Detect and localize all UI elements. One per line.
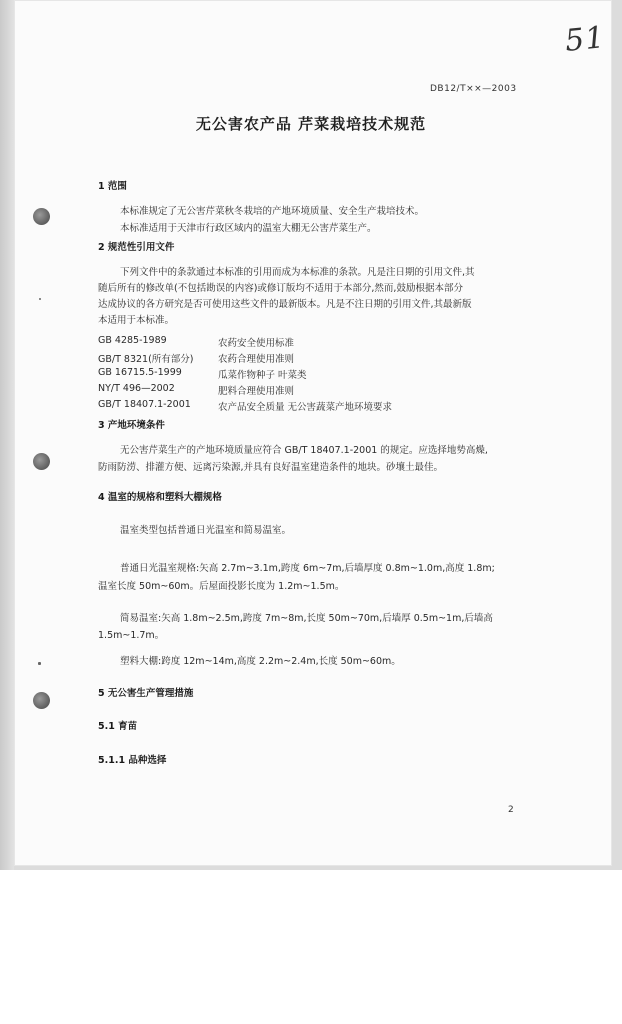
reference-name: 农产品安全质量 无公害蔬菜产地环境要求 — [218, 402, 393, 413]
section-3-heading: 3 产地环境条件 — [98, 420, 165, 431]
scan-speck — [39, 298, 41, 300]
reference-code: GB 4285-1989 — [98, 335, 167, 346]
reference-code: GB/T 8321(所有部分) — [98, 354, 194, 365]
scan-speck — [38, 662, 41, 665]
section-4-paragraph: 塑料大棚:跨度 12m~14m,高度 2.2m~2.4m,长度 50m~60m。 — [120, 656, 401, 667]
section-2-paragraph: 达成协议的各方研究是否可使用这些文件的最新版本。凡是不注日期的引用文件,其最新版 — [98, 299, 472, 310]
reference-name: 肥料合理使用准则 — [218, 386, 295, 397]
section-2-paragraph: 本适用于本标准。 — [98, 315, 175, 326]
section-4-heading: 4 温室的规格和塑料大棚规格 — [98, 492, 222, 503]
section-3-paragraph: 无公害芹菜生产的产地环境质量应符合 GB/T 18407.1-2001 的规定。应选择地势高燥, — [120, 445, 488, 456]
reference-code: GB/T 18407.1-2001 — [98, 399, 191, 410]
section-4-paragraph: 温室类型包括普通日光温室和简易温室。 — [120, 525, 292, 536]
reference-name: 农药安全使用标准 — [218, 338, 295, 349]
section-1-paragraph: 本标准适用于天津市行政区域内的温室大棚无公害芹菜生产。 — [120, 223, 377, 234]
section-2-paragraph: 下列文件中的条款通过本标准的引用而成为本标准的条款。凡是注日期的引用文件,其 — [120, 267, 475, 278]
section-4-paragraph: 简易温室:矢高 1.8m~2.5m,跨度 7m~8m,长度 50m~70m,后墙厚 0.5m~1m,后墙高 — [120, 613, 493, 624]
section-4-paragraph: 温室长度 50m~60m。后屋面投影长度为 1.2m~1.5m。 — [98, 581, 345, 592]
page-number: 2 — [508, 805, 514, 815]
reference-name: 瓜菜作物种子 叶菜类 — [218, 370, 307, 381]
section-2-heading: 2 规范性引用文件 — [98, 242, 175, 253]
punch-hole — [33, 453, 50, 470]
section-5-1-1-heading: 5.1.1 品种选择 — [98, 755, 167, 766]
handwritten-page-mark: 51 — [563, 19, 607, 60]
standard-code: DB12/T××—2003 — [430, 84, 517, 94]
document-title: 无公害农产品 芹菜栽培技术规范 — [195, 115, 427, 133]
section-2-paragraph: 随后所有的修改单(不包括勘误的内容)或修订版均不适用于本部分,然而,鼓励根据本部分 — [98, 283, 463, 294]
section-4-paragraph: 1.5m~1.7m。 — [98, 630, 165, 641]
punch-hole — [33, 692, 50, 709]
section-1-heading: 1 范围 — [98, 181, 127, 192]
reference-code: NY/T 496—2002 — [98, 383, 175, 394]
punch-hole — [33, 208, 50, 225]
section-3-paragraph: 防雨防涝、排灌方便、远离污染源,并具有良好温室建造条件的地块。砂壤土最佳。 — [98, 462, 444, 473]
reference-code: GB 16715.5-1999 — [98, 367, 182, 378]
reference-name: 农药合理使用准则 — [218, 354, 295, 365]
section-1-paragraph: 本标准规定了无公害芹菜秋冬栽培的产地环境质量、安全生产栽培技术。 — [120, 206, 425, 217]
section-5-heading: 5 无公害生产管理措施 — [98, 688, 194, 699]
section-4-paragraph: 普通日光温室规格:矢高 2.7m~3.1m,跨度 6m~7m,后墙厚度 0.8m~1.0m,高度 1.8m; — [120, 563, 495, 574]
section-5-1-heading: 5.1 育苗 — [98, 721, 138, 732]
